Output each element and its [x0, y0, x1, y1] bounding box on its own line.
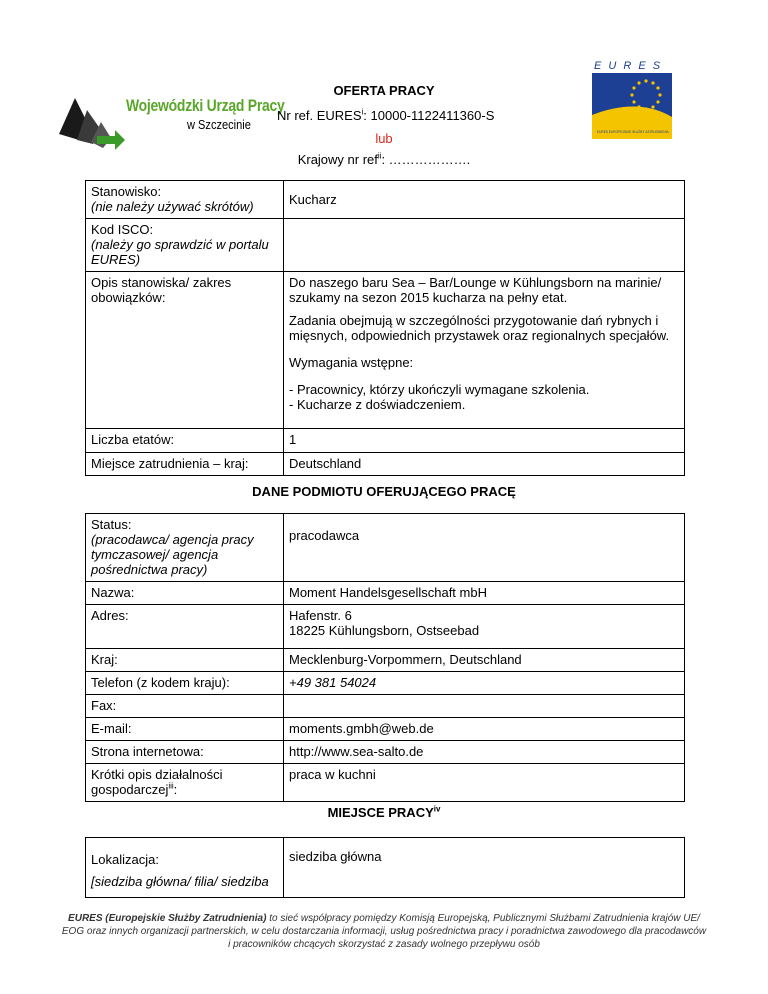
- status-label: Status:: [91, 517, 132, 532]
- requirement-item: - Kucharze z doświadczeniem.: [289, 397, 466, 412]
- employer-table: [85, 513, 685, 802]
- website-value-cell: [284, 741, 685, 764]
- workplace-value: siedziba główna: [289, 849, 382, 864]
- workplace-label: Lokalizacja:: [91, 852, 159, 867]
- national-ref-value: : ……………….: [381, 152, 471, 167]
- requirements-heading: Wymagania wstępne:: [289, 355, 414, 370]
- activity-label-cell: [86, 764, 284, 802]
- phone-value-cell: [284, 672, 685, 695]
- isco-value-cell: [284, 219, 685, 272]
- footnote-iii: iii: [168, 781, 174, 791]
- status-label-cell: [86, 514, 284, 582]
- activity-label-colon: :: [173, 782, 178, 797]
- table-row: [86, 429, 685, 453]
- document-title: OFERTA PRACY: [333, 83, 435, 98]
- description-label-cell: [86, 272, 284, 429]
- status-value-cell: [284, 514, 685, 582]
- workplace-label-cell: [86, 838, 284, 898]
- table-row: [86, 718, 685, 741]
- isco-hint: (należy go sprawdzić w portalu EURES): [91, 237, 269, 267]
- national-ref-number: [0, 152, 768, 167]
- name-value-cell: [284, 582, 685, 605]
- wup-logo-name: Wojewódzki Urząd Pracy: [126, 96, 285, 115]
- positions-label-cell: [86, 429, 284, 453]
- address-value-cell: [284, 605, 685, 649]
- country-label-cell: [86, 649, 284, 672]
- description-paragraph: Do naszego baru Sea – Bar/Lounge w Kühlungsborn na marinie/ szukamy na sezon 2015 kucharza na pełny etat.: [289, 275, 662, 305]
- positions-value: 1: [289, 432, 297, 447]
- name-label-cell: [86, 582, 284, 605]
- table-row: [86, 582, 685, 605]
- position-label: Stanowisko:: [91, 184, 162, 199]
- description-paragraph: Zadania obejmują w szczególności przygotowanie dań rybnych i mięsnych, odpowiednich przystawek oraz regionalnych specjałów.: [289, 313, 670, 343]
- isco-label-cell: [86, 219, 284, 272]
- footer-text: to sieć współpracy pomiędzy Komisją Europejską, Publicznymi Służbami Zatrudnienia krajów UE/ EOG oraz innych organizacji partnerskich, w celu dostarczania informacji, usług pośrednictwa pracy i poradnictwa zawodowego dla pracodawców i pracowników chcących skorzystać z zasady wolnego przepływu osób: [61, 913, 707, 950]
- job-table: [85, 180, 685, 476]
- company-name: Moment Handelsgesellschaft mbH: [289, 585, 487, 600]
- positions-label: Liczba etatów:: [91, 432, 175, 447]
- description-label: Opis stanowiska/ zakres obowiązków:: [91, 275, 232, 305]
- phone-label-cell: [86, 672, 284, 695]
- email-label-cell: [86, 718, 284, 741]
- country-value: Mecklenburg-Vorpommern, Deutschland: [289, 652, 522, 667]
- workplace-table: [85, 837, 685, 898]
- table-row: [86, 741, 685, 764]
- activity-label: Krótki opis działalności gospodarczej: [91, 767, 223, 797]
- phone-value: +49 381 54024: [289, 675, 377, 690]
- requirement-item: - Pracownicy, którzy ukończyli wymagane szkolenia.: [289, 382, 590, 397]
- table-row: [86, 453, 685, 476]
- location-value-cell: [284, 453, 685, 476]
- eures-ref-value: : 10000-1122411360-S: [363, 108, 495, 123]
- status-value: pracodawca: [289, 528, 360, 543]
- eures-ref-label: Nr ref. EURES: [277, 108, 362, 123]
- location-label: Miejsce zatrudnienia – kraj:: [91, 456, 249, 471]
- workplace-title-text: MIEJSCE PRACY: [327, 805, 434, 820]
- position-hint: (nie należy używać skrótów): [91, 199, 254, 214]
- wup-logo-city: w Szczecinie: [187, 117, 251, 132]
- address-line: 18225 Kühlungsborn, Ostseebad: [289, 623, 480, 638]
- positions-value-cell: [284, 429, 685, 453]
- website-link[interactable]: http://www.sea-salto.de: [289, 744, 424, 759]
- position-value-cell: [284, 181, 685, 219]
- status-hint: (pracodawca/ agencja pracy tymczasowej/ agencja pośrednictwa pracy): [91, 532, 254, 577]
- phone-label: Telefon (z kodem kraju):: [91, 675, 230, 690]
- table-row: [86, 219, 685, 272]
- email-value[interactable]: moments.gmbh@web.de: [289, 721, 434, 736]
- isco-label: Kod ISCO:: [91, 222, 154, 237]
- or-text: lub: [375, 131, 393, 146]
- table-row: [86, 695, 685, 718]
- country-value-cell: [284, 649, 685, 672]
- fax-label: Fax:: [91, 698, 117, 713]
- footnote-iv: iv: [433, 804, 441, 814]
- table-row: [86, 672, 685, 695]
- email-value-cell: [284, 718, 685, 741]
- website-label: Strona internetowa:: [91, 744, 204, 759]
- employer-section-title: DANE PODMIOTU OFERUJĄCEGO PRACĘ: [252, 484, 516, 499]
- table-row: [86, 181, 685, 219]
- email-label: E-mail:: [91, 721, 132, 736]
- activity-value-cell: [284, 764, 685, 802]
- location-value: Deutschland: [289, 456, 362, 471]
- country-label: Kraj:: [91, 652, 118, 667]
- name-label: Nazwa:: [91, 585, 135, 600]
- table-row: [86, 838, 685, 898]
- website-label-cell: [86, 741, 284, 764]
- location-label-cell: [86, 453, 284, 476]
- table-row: [86, 272, 685, 429]
- footnote-ii: ii: [377, 151, 382, 161]
- fax-value-cell: [284, 695, 685, 718]
- workplace-hint: [siedziba główna/ filia/ siedziba: [91, 874, 269, 889]
- table-row: [86, 605, 685, 649]
- address-label: Adres:: [91, 608, 129, 623]
- address-label-cell: [86, 605, 284, 649]
- table-row: [86, 514, 685, 582]
- eures-logo-caption: EURES EUROPEJSKIE SŁUŻBY ZATRUDNIENIA: [597, 130, 669, 134]
- workplace-value-cell: [284, 838, 685, 898]
- footer-note: [60, 912, 708, 951]
- eures-logo-text: E U R E S: [594, 60, 663, 72]
- description-value-cell: [284, 272, 685, 429]
- footnote-i: i: [361, 107, 364, 117]
- position-label-cell: [86, 181, 284, 219]
- table-row: [86, 764, 685, 802]
- activity-value: praca w kuchni: [289, 767, 376, 782]
- table-row: [86, 649, 685, 672]
- position-value: Kucharz: [289, 191, 337, 207]
- national-ref-label: Krajowy nr ref: [297, 152, 378, 167]
- fax-label-cell: [86, 695, 284, 718]
- workplace-section-title: [0, 805, 768, 820]
- footer-org: EURES (Europejskie Służby Zatrudnienia): [68, 913, 267, 924]
- address-line: Hafenstr. 6: [289, 608, 352, 623]
- eures-ref-number: [277, 108, 494, 123]
